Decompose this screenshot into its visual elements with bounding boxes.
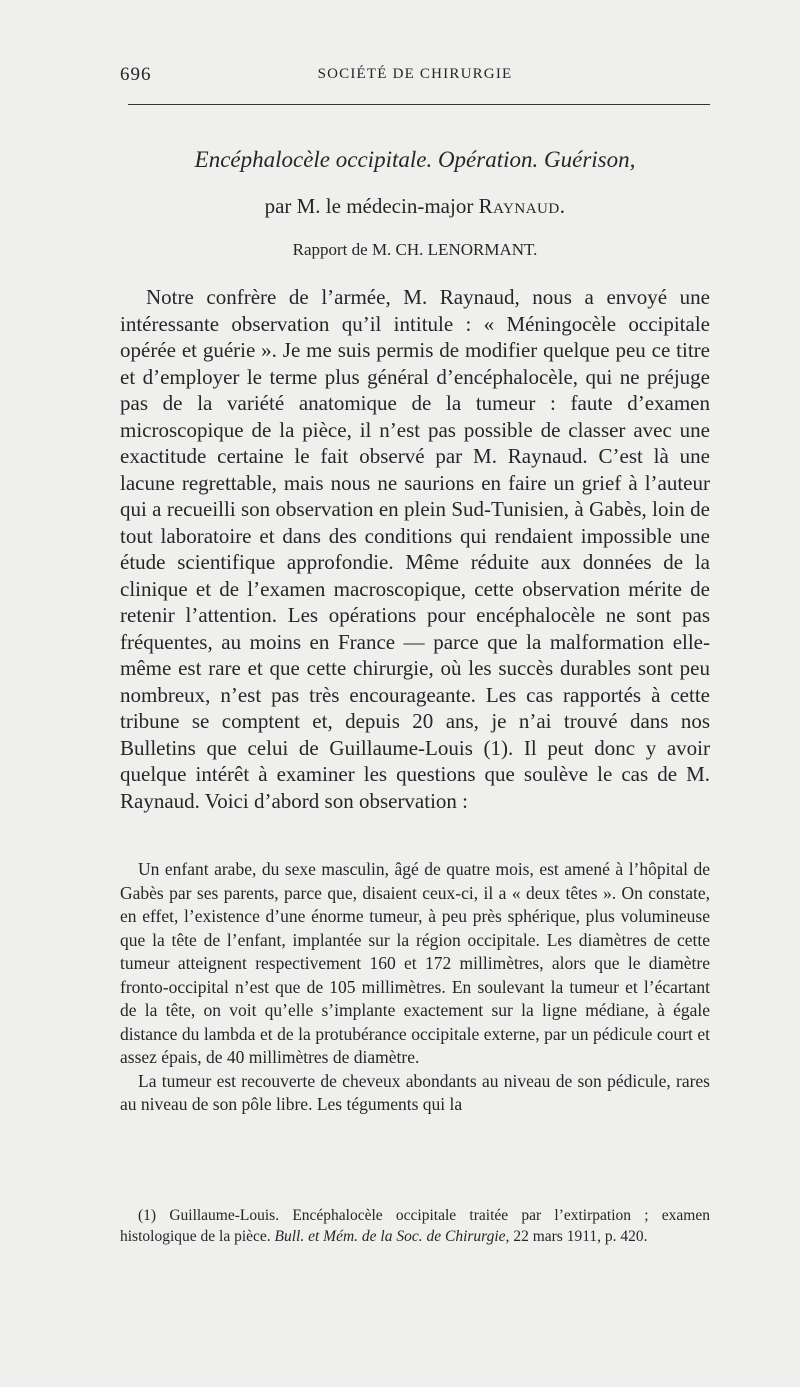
article-title: Encéphalocèle occipitale. Opération. Guérison, [194,147,636,172]
footnote-paragraph [120,1205,710,1247]
observation-paragraph: La tumeur est recouverte de cheveux abondants au niveau de son pédicule, rares au niveau de son pôle libre. Les téguments qui la [120,1070,710,1114]
author-prefix: par M. le médecin-major [264,194,479,218]
page-number: 696 [120,64,152,85]
header-rule [128,104,710,105]
author-line [120,191,710,221]
page-header [120,62,710,90]
observation-text [120,858,710,1117]
footnote-source: Bull. et Mém. de la Soc. de Chirurgie, [274,1228,510,1245]
footnote [120,1205,710,1247]
running-title: SOCIÉTÉ DE CHIRURGIE [317,66,513,82]
reporter-line: Rapport de M. CH. LENORMANT. [292,240,538,259]
body-text [120,284,710,814]
author-name: Raynaud. [478,194,566,218]
footnote-text-end: 22 mars 1911, p. 420. [509,1228,648,1245]
observation-paragraph: Un enfant arabe, du sexe masculin, âgé de quatre mois, est amené à l’hôpital de Gabès par ses parents, parce que, disaient ceux-ci, il a « deux têtes ». On constate, en effet, l’existence d’une énorme tumeur, à peu près sphérique, plus volumineuse que la tête de l’enfant, implantée sur la région occipitale. Les diamètres de cette tumeur atteignent respectivement 160 et 172 millimètres, alors que le diamètre fronto-occipital n’est que de 105 millimètres. En soulevant la tumeur et l’écartant de la tête, on voit qu’elle s’implante exactement sur la ligne médiane, à égale distance du lambda et de la protubérance occipitale externe, par un pédicule court et assez épais, de 40 millimètres de diamètre. [120,859,710,1067]
footnote-text-start: (1) Guillaume-Louis. Encéphalocèle occipitale traitée par l’extirpation ; examen histologique de la pièce. [120,1207,710,1245]
body-paragraph: Notre confrère de l’armée, M. Raynaud, nous a envoyé une intéressante observation qu’il intitule : « Méningocèle occipitale opérée et guérie ». Je me suis permis de modifier quelque peu ce titre et d’employer le terme plus général d’encéphalocèle, qui ne préjuge pas de la variété anatomique de la tumeur : faute d’examen microscopique de la pièce, il n’est pas possible de classer avec une exactitude certaine le fait observé par M. Raynaud. C’est là une lacune regrettable, mais nous ne saurions en faire un grief à l’auteur qui a recueilli son observation en plein Sud-Tunisien, à Gabès, loin de tout laboratoire et dans des conditions qui rendaient impossible une étude scientifique approfondie. Même réduite aux données de la clinique et de l’examen macroscopique, cette observation mérite de retenir l’attention. Les opérations pour encéphalocèle ne sont pas fréquentes, au moins en France — parce que la malformation elle-même est rare et que cette chirurgie, où les succès durables sont peu nombreux, n’est pas très encourageante. Les cas rapportés à cette tribune se comptent et, depuis 20 ans, je n’ai trouvé dans nos Bulletins que celui de Guillaume-Louis (1). Il peut donc y avoir quelque intérêt à examiner les questions que soulève le cas de M. Raynaud. Voici d’abord son observation : [120,285,710,813]
article-heading [120,143,710,263]
